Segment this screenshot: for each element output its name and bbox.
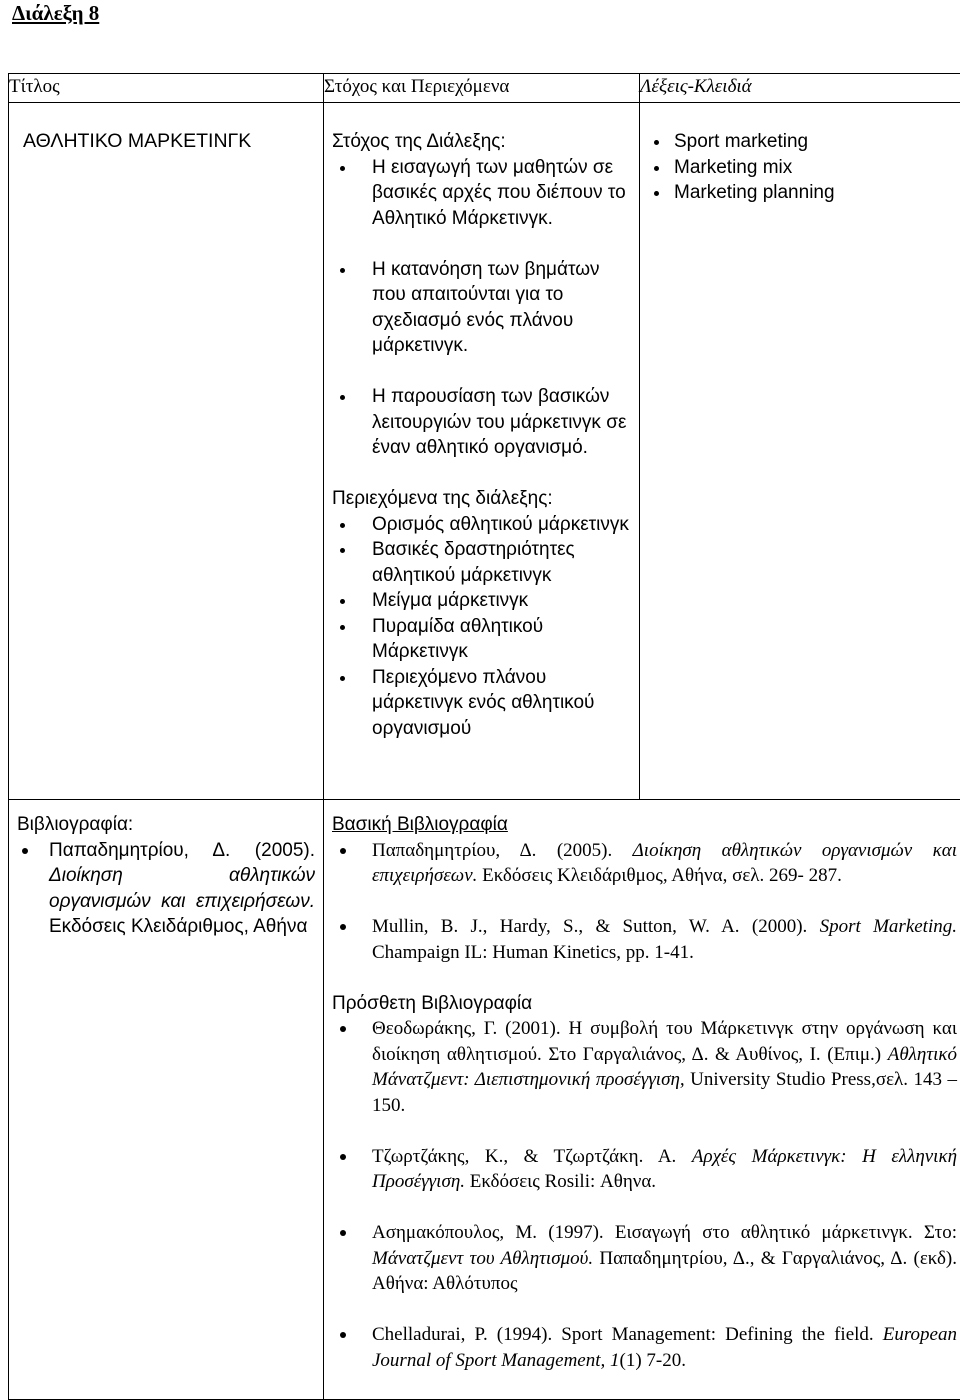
bib-publisher: Εκδόσεις Κλειδάριθμος, Αθήνα (49, 916, 308, 937)
list-item (332, 1144, 957, 1195)
table-main-row (9, 103, 960, 800)
bib-title: Μάνατζμεντ του Αθλητισμού. (372, 1247, 594, 1269)
list-item: Marketing planning (654, 180, 959, 206)
basic-bibliography-label: Βασική Βιβλιογραφία (332, 814, 508, 835)
bib-post: (1) 7-20. (619, 1349, 686, 1371)
list-item (332, 1016, 957, 1118)
bib-pre: Ασημακόπουλος, Μ. (1997). Εισαγωγή στο αθλητικό μάρκετινγκ. Στο: (372, 1222, 957, 1243)
lecture-table (8, 73, 960, 1400)
list-item (17, 838, 315, 940)
header-title: Τίτλος (9, 74, 324, 103)
lecture-title: ΑΘΛΗΤΙΚΟ ΜΑΡΚΕΤΙΝΓΚ (23, 130, 252, 152)
additional-bibliography-label: Πρόσθετη Βιβλιογραφία (332, 992, 533, 1014)
goal-heading: Στόχος της Διάλεξης: (332, 131, 506, 152)
goals-cell (324, 103, 640, 800)
list-item: Περιεχόμενο πλάνου μάρκετινγκ ενός αθλητικού οργανισμού (332, 665, 633, 742)
table-header-row (9, 74, 960, 103)
bib-authors: Παπαδημητρίου, Δ. (2005). (372, 839, 613, 861)
bibliography-left-cell (9, 800, 324, 1400)
lecture-heading: Διάλεξη 8 (12, 1, 100, 25)
header-keywords: Λέξεις-Κλειδιά (640, 74, 960, 103)
additional-bibliography-list (332, 1016, 957, 1373)
table-bibliography-row (9, 800, 960, 1400)
bibliography-label: Βιβλιογραφία: (17, 814, 134, 835)
list-item: Η εισαγωγή των μαθητών σε βασικές αρχές που διέπουν το Αθλητικό Μάρκετινγκ. (332, 155, 633, 232)
bib-post: Εκδόσεις Rosili: Αθηνα. (469, 1171, 657, 1192)
bib-rest: Champaign IL: Human Kinetics, pp. 1-41. (372, 941, 694, 963)
bib-authors: Mullin, B. J., Hardy, S., & Sutton, W. A. (2000). (372, 916, 808, 937)
list-item: Sport marketing (654, 129, 959, 155)
goals-list (332, 155, 633, 461)
list-item: Μείγμα μάρκετινγκ (332, 588, 633, 614)
contents-list (332, 512, 633, 742)
basic-bibliography-list (332, 838, 957, 966)
bibliography-main-cell (324, 800, 960, 1400)
list-item (332, 914, 957, 965)
bib-pre: Θεοδωράκης, Γ. (2001). Η συμβολή του Μάρκετινγκ στην οργάνωση και διοίκηση αθλητισμού. Στο Γαργαλιάνος, Δ. & Αυθίνος, Ι. (Επιμ.) (372, 1018, 957, 1065)
bib-authors: Παπαδημητρίου, Δ. (2005). (49, 839, 315, 861)
bib-title: Διοίκηση αθλητικών οργανισμών και επιχειρήσεων. (372, 839, 958, 886)
bib-title: European Journal of Sport Management, 1 (372, 1324, 957, 1371)
list-item (332, 838, 957, 889)
bib-pre: Chelladurai, P. (1994). Sport Management: Defining the field. (372, 1324, 874, 1345)
list-item: Βασικές δραστηριότητες αθλητικού μάρκετινγκ (332, 537, 633, 588)
keywords-list (654, 129, 959, 206)
header-goal-content: Στόχος και Περιεχόμενα (324, 74, 640, 103)
bib-title: Sport Marketing. (819, 916, 957, 937)
title-cell (9, 103, 324, 800)
list-item: Πυραμίδα αθλητικού Μάρκετινγκ (332, 614, 633, 665)
bib-title: Διοίκηση αθλητικών οργανισμών και επιχειρήσεων. (49, 865, 315, 912)
bib-pre: Τζωρτζάκης, Κ., & Τζωρτζάκη. Α. (372, 1145, 677, 1167)
bib-post: University Studio Press,σελ. 143 – 150. (372, 1069, 957, 1116)
bib-rest: Εκδόσεις Κλειδάριθμος, Αθήνα, σελ. 269- 287. (482, 865, 842, 886)
list-item: Ορισμός αθλητικού μάρκετινγκ (332, 512, 633, 538)
bib-post: Παπαδημητρίου, Δ., & Γαργαλιάνος, Δ. (εκδ). Αθήνα: Αθλότυπος (372, 1247, 957, 1294)
bib-title: Αθλητικό Μάνατζμεντ: Διεπιστημονική προσέγγιση, (372, 1043, 958, 1090)
keywords-cell (640, 103, 960, 800)
list-item: Η παρουσίαση των βασικών λειτουργιών του μάρκετινγκ σε έναν αθλητικό οργανισμό. (332, 384, 633, 461)
bibliography-left-list (17, 838, 315, 940)
contents-heading: Περιεχόμενα της διάλεξης: (332, 488, 553, 509)
bib-title: Αρχές Μάρκετινγκ: Η ελληνική Προσέγγιση. (372, 1145, 958, 1192)
list-item (332, 1220, 957, 1297)
list-item (332, 1322, 957, 1373)
list-item: Marketing mix (654, 155, 959, 181)
list-item: Η κατανόηση των βημάτων που απαιτούνται για το σχεδιασμό ενός πλάνου μάρκετινγκ. (332, 257, 633, 359)
